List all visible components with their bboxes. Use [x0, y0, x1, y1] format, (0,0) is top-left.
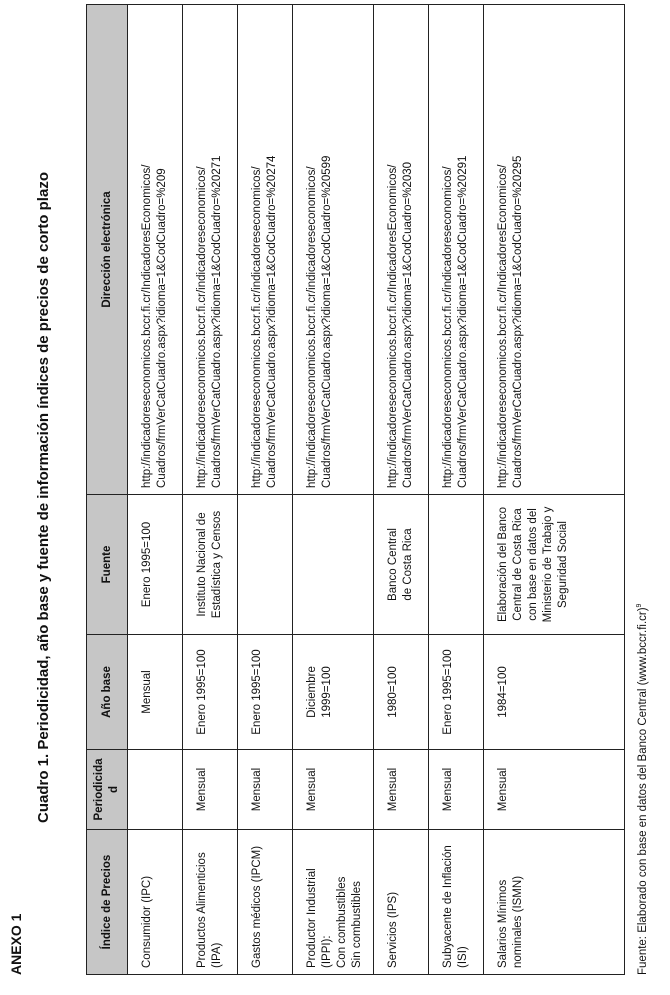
- cell-url-line: http://indicadoreseconomicos.bccr.fi.cr/indicadoreseconomicos/: [196, 166, 208, 488]
- cell-url-line: http://indicadoreseconomicos.bccr.fi.cr/IndicadoresEconomicos/: [387, 164, 399, 488]
- cell-index-line: Con combustibles: [336, 876, 348, 968]
- cell-index: [293, 830, 374, 975]
- cell-source: [484, 495, 625, 635]
- cell-source-line: Banco Central: [387, 528, 399, 601]
- table-row: [429, 5, 484, 975]
- cell-index: [238, 830, 293, 975]
- cell-source: [238, 495, 293, 635]
- cell-source-line: Elaboración del Banco: [497, 506, 509, 623]
- cell-url-line: http://indicadoreseconomicos.bccr.fi.cr/indicadoreseconomicos/: [442, 166, 454, 488]
- cell-base: [183, 635, 238, 750]
- table-row: [374, 5, 429, 975]
- cell-url-line: Cuadros/frmVerCatCuadro.aspx?idioma=1&CodCuadro=%2030: [402, 161, 414, 488]
- header-base: Año base: [87, 635, 128, 750]
- cell-source: [293, 495, 374, 635]
- annex-heading: ANEXO 1: [8, 913, 24, 975]
- cell-index: [183, 830, 238, 975]
- cell-period: Mensual: [293, 750, 374, 830]
- footnote-marker: 9: [636, 603, 643, 608]
- table-row: [238, 5, 293, 975]
- cell-source: [429, 495, 484, 635]
- cell-source-line: Enero 1995=100: [141, 521, 153, 608]
- price-index-table: [86, 4, 625, 975]
- cell-base-line: 1999=100: [321, 666, 333, 718]
- cell-period: Mensual: [374, 750, 429, 830]
- cell-index-line: Consumidor (IPC): [141, 875, 153, 968]
- cell-source: [128, 495, 183, 635]
- cell-base-line: Enero 1995=100: [251, 649, 263, 735]
- cell-index-line: Productor Industrial (IPPI):: [306, 868, 333, 968]
- cell-source-line: Seguridad Social: [557, 521, 569, 608]
- cell-base: [128, 635, 183, 750]
- cell-url-line: http://indicadoreseconomicos.bccr.fi.cr/indicadoreseconomicos/: [306, 166, 318, 488]
- cell-index-line: nominales (ISMN): [512, 875, 524, 968]
- cell-source: [374, 495, 429, 635]
- cell-source-line: Central de Costa Rica: [512, 508, 524, 621]
- table-row: [183, 5, 238, 975]
- cell-period: Mensual: [183, 750, 238, 830]
- cell-url-line: Cuadros/frmVerCatCuadro.aspx?idioma=1&CodCuadro=%20599: [321, 155, 333, 488]
- cell-url-line: Cuadros/frmVerCatCuadro.aspx?idioma=1&CodCuadro=%209: [156, 168, 168, 488]
- cell-url: [238, 5, 293, 495]
- cell-base-line: Mensual: [141, 670, 153, 714]
- header-index: Índice de Precios: [87, 830, 128, 975]
- table-header-row: [87, 5, 128, 975]
- cell-url-line: http://indicadoreseconomicos.bccr.fi.cr/IndicadoresEconomicos/: [497, 164, 509, 488]
- footnote-text: Fuente: Elaborado con base en datos del Banco Central (www.bccr.fi.cr): [636, 607, 649, 975]
- cell-period: Mensual: [429, 750, 484, 830]
- header-period: Periodicidad: [87, 750, 128, 830]
- table-caption: Cuadro 1. Periodicidad, año base y fuente de información índices de precios de corto plazo: [35, 172, 52, 823]
- cell-base: [484, 635, 625, 750]
- cell-index: [374, 830, 429, 975]
- cell-index-line: Servicios (IPS): [387, 891, 399, 968]
- cell-base: [429, 635, 484, 750]
- cell-source-line: Ministerio de Trabajo y: [542, 506, 554, 623]
- cell-url: [293, 5, 374, 495]
- cell-url-line: http://indicadoreseconomicos.bccr.fi.cr/IndicadoresEconomicos/: [141, 164, 153, 488]
- cell-url: [484, 5, 625, 495]
- cell-source-line: Instituto Nacional de: [196, 512, 208, 617]
- cell-index-line: Subyacente de Inflación: [442, 845, 454, 968]
- cell-base-line: Diciembre: [306, 666, 318, 718]
- cell-url: [128, 5, 183, 495]
- cell-index: [128, 830, 183, 975]
- cell-source-line: Estadística y Censos: [211, 510, 223, 619]
- header-source: Fuente: [87, 495, 128, 635]
- cell-index: [484, 830, 625, 975]
- table-row: [484, 5, 625, 975]
- cell-url-line: Cuadros/frmVerCatCuadro.aspx?idioma=1&CodCuadro=%20295: [512, 155, 524, 488]
- cell-url: [374, 5, 429, 495]
- cell-index-line: Sin combustibles: [351, 881, 363, 968]
- cell-base-line: Enero 1995=100: [442, 649, 454, 735]
- cell-period: Mensual: [238, 750, 293, 830]
- cell-period: Mensual: [484, 750, 625, 830]
- cell-index-line: Productos Alimenticios: [196, 852, 208, 968]
- cell-base-line: 1980=100: [387, 666, 399, 718]
- source-footnote: [636, 604, 649, 975]
- cell-base: [293, 635, 374, 750]
- cell-url-line: Cuadros/frmVerCatCuadro.aspx?idioma=1&CodCuadro=%20271: [211, 155, 223, 488]
- cell-period: [128, 750, 183, 830]
- cell-index-line: (IPA): [211, 942, 223, 968]
- cell-url: [183, 5, 238, 495]
- cell-source: [183, 495, 238, 635]
- cell-base-line: 1984=100: [497, 666, 509, 718]
- cell-index-line: (ISI): [457, 946, 469, 968]
- cell-url-line: Cuadros/frmVerCatCuadro.aspx?idioma=1&CodCuadro=%20274: [266, 155, 278, 488]
- cell-base: [374, 635, 429, 750]
- table-row: [293, 5, 374, 975]
- cell-url: [429, 5, 484, 495]
- cell-index-line: Salarios Mínimos: [497, 879, 509, 968]
- cell-url-line: Cuadros/frmVerCatCuadro.aspx?idioma=1&CodCuadro=%20291: [457, 155, 469, 488]
- cell-index: [429, 830, 484, 975]
- cell-url-line: http://indicadoreseconomicos.bccr.fi.cr/indicadoreseconomicos/: [251, 166, 263, 488]
- cell-index-line: Gastos médicos (IPCM): [251, 845, 263, 968]
- cell-base-line: Enero 1995=100: [196, 649, 208, 735]
- header-url: Dirección electrónica: [87, 5, 128, 495]
- cell-source-line: de Costa Rica: [402, 528, 414, 601]
- cell-source-line: con base en datos del: [527, 508, 539, 621]
- table-row: [128, 5, 183, 975]
- cell-base: [238, 635, 293, 750]
